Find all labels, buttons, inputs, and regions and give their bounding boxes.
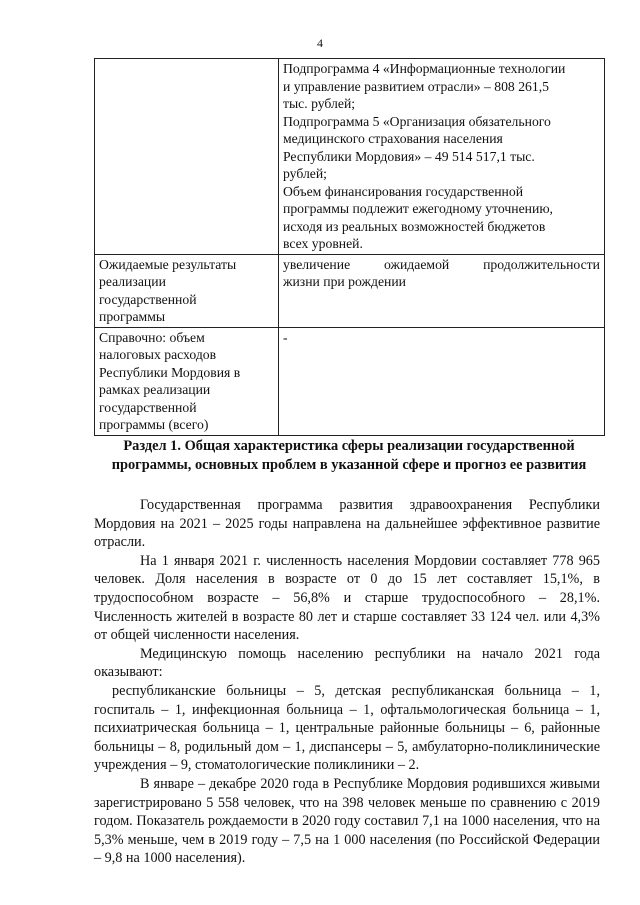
table-cell-expected-results	[279, 254, 605, 327]
cell-line: государственной	[99, 399, 197, 415]
passport-table	[94, 58, 605, 436]
section-heading-line: Раздел 1. Общая характеристика сферы реализации государственной	[123, 438, 575, 454]
section-body	[94, 496, 600, 868]
table-cell-funding	[279, 59, 605, 255]
cell-line	[283, 256, 600, 274]
section-heading	[94, 437, 604, 475]
cell-line: программы	[99, 309, 166, 324]
table-row	[95, 254, 605, 327]
cell-word: ожидаемой	[384, 256, 450, 272]
cell-line: Подпрограмма 4 «Информационные технологии	[283, 61, 566, 76]
cell-line: Подпрограмма 5 «Организация обязательного	[283, 113, 551, 129]
cell-line: всех уровней.	[283, 236, 363, 251]
section-heading-line: программы, основных проблем в указанной сфере и прогноз ее развития	[111, 457, 587, 473]
cell-line: и управление развитием отрасли» – 808 261,5	[283, 78, 549, 94]
table-row	[95, 327, 605, 435]
table-cell-label	[95, 59, 279, 255]
cell-line: программы (всего)	[99, 417, 209, 432]
cell-line: Республики Мордовия в	[99, 364, 241, 380]
cell-line: реализации	[99, 274, 166, 289]
table-row	[95, 59, 605, 255]
table-cell-tax-expenditures: -	[279, 327, 605, 435]
page-number: 4	[317, 36, 323, 50]
cell-word: продолжительности	[483, 256, 600, 272]
cell-line: Объем финансирования государственной	[283, 183, 524, 199]
cell-word: увеличение	[283, 256, 351, 272]
cell-line: Республики Мордовия» – 49 514 517,1 тыс.	[283, 148, 535, 164]
paragraph: На 1 января 2021 г. численность населения Мордовии составляет 778 965 человек. Доля населения в возрасте от 0 до 15 лет составляет 15,1%, в трудоспособном возрасте – 56,8% и старше трудоспособного – 28,1%. Численность жителей в возрасте 80 лет и старше составляет 33 124 чел. или 4,3% от общей численности населения.	[94, 552, 600, 644]
cell-line: тыс. рублей;	[283, 96, 356, 111]
cell-line: Справочно: объем	[99, 329, 205, 345]
paragraph: Государственная программа развития здравоохранения Республики Мордовия на 2021 – 2025 годы направлена на дальнейшее эффективное развитие отрасли.	[94, 497, 600, 551]
table-cell-label	[95, 327, 279, 435]
cell-line: рублей;	[283, 166, 327, 181]
cell-line: государственной	[99, 291, 197, 307]
cell-line: Ожидаемые результаты	[99, 256, 237, 272]
paragraph: Медицинскую помощь населению республики на начало 2021 года оказывают:	[94, 645, 600, 681]
cell-line: исходя из реальных возможностей бюджетов	[283, 218, 546, 234]
paragraph: республиканские больницы – 5, детская республиканская больница – 1, госпиталь – 1, инфекционная больница – 1, офтальмологическая больница – 1, психиатрическая больница – 1, центральные районные больницы – 6, районные больницы – 8, родильный дом – 1, диспансеры – 5, амбулаторно-поликлинические учреждения – 9, стоматологические поликлиники – 2.	[94, 682, 600, 774]
cell-line: медицинского страхования населения	[283, 131, 503, 146]
table-cell-label	[95, 254, 279, 327]
paragraph: В январе – декабре 2020 года в Республике Мордовия родившихся живыми зарегистрировано 5 558 человек, что на 398 человек меньше по сравнению с 2019 годом. Показатель рождаемости в 2020 году составил 7,1 на 1000 населения, что на 5,3% меньше, чем в 2019 году – 7,5 на 1 000 населения (по Российской Федерации – 9,8 на 1000 населения).	[94, 775, 600, 867]
cell-line: налоговых расходов	[99, 347, 217, 362]
cell-line: рамках реализации	[99, 382, 211, 397]
cell-line: жизни при рождении	[283, 274, 406, 289]
cell-line: программы подлежит ежегодному уточнению,	[283, 201, 553, 216]
